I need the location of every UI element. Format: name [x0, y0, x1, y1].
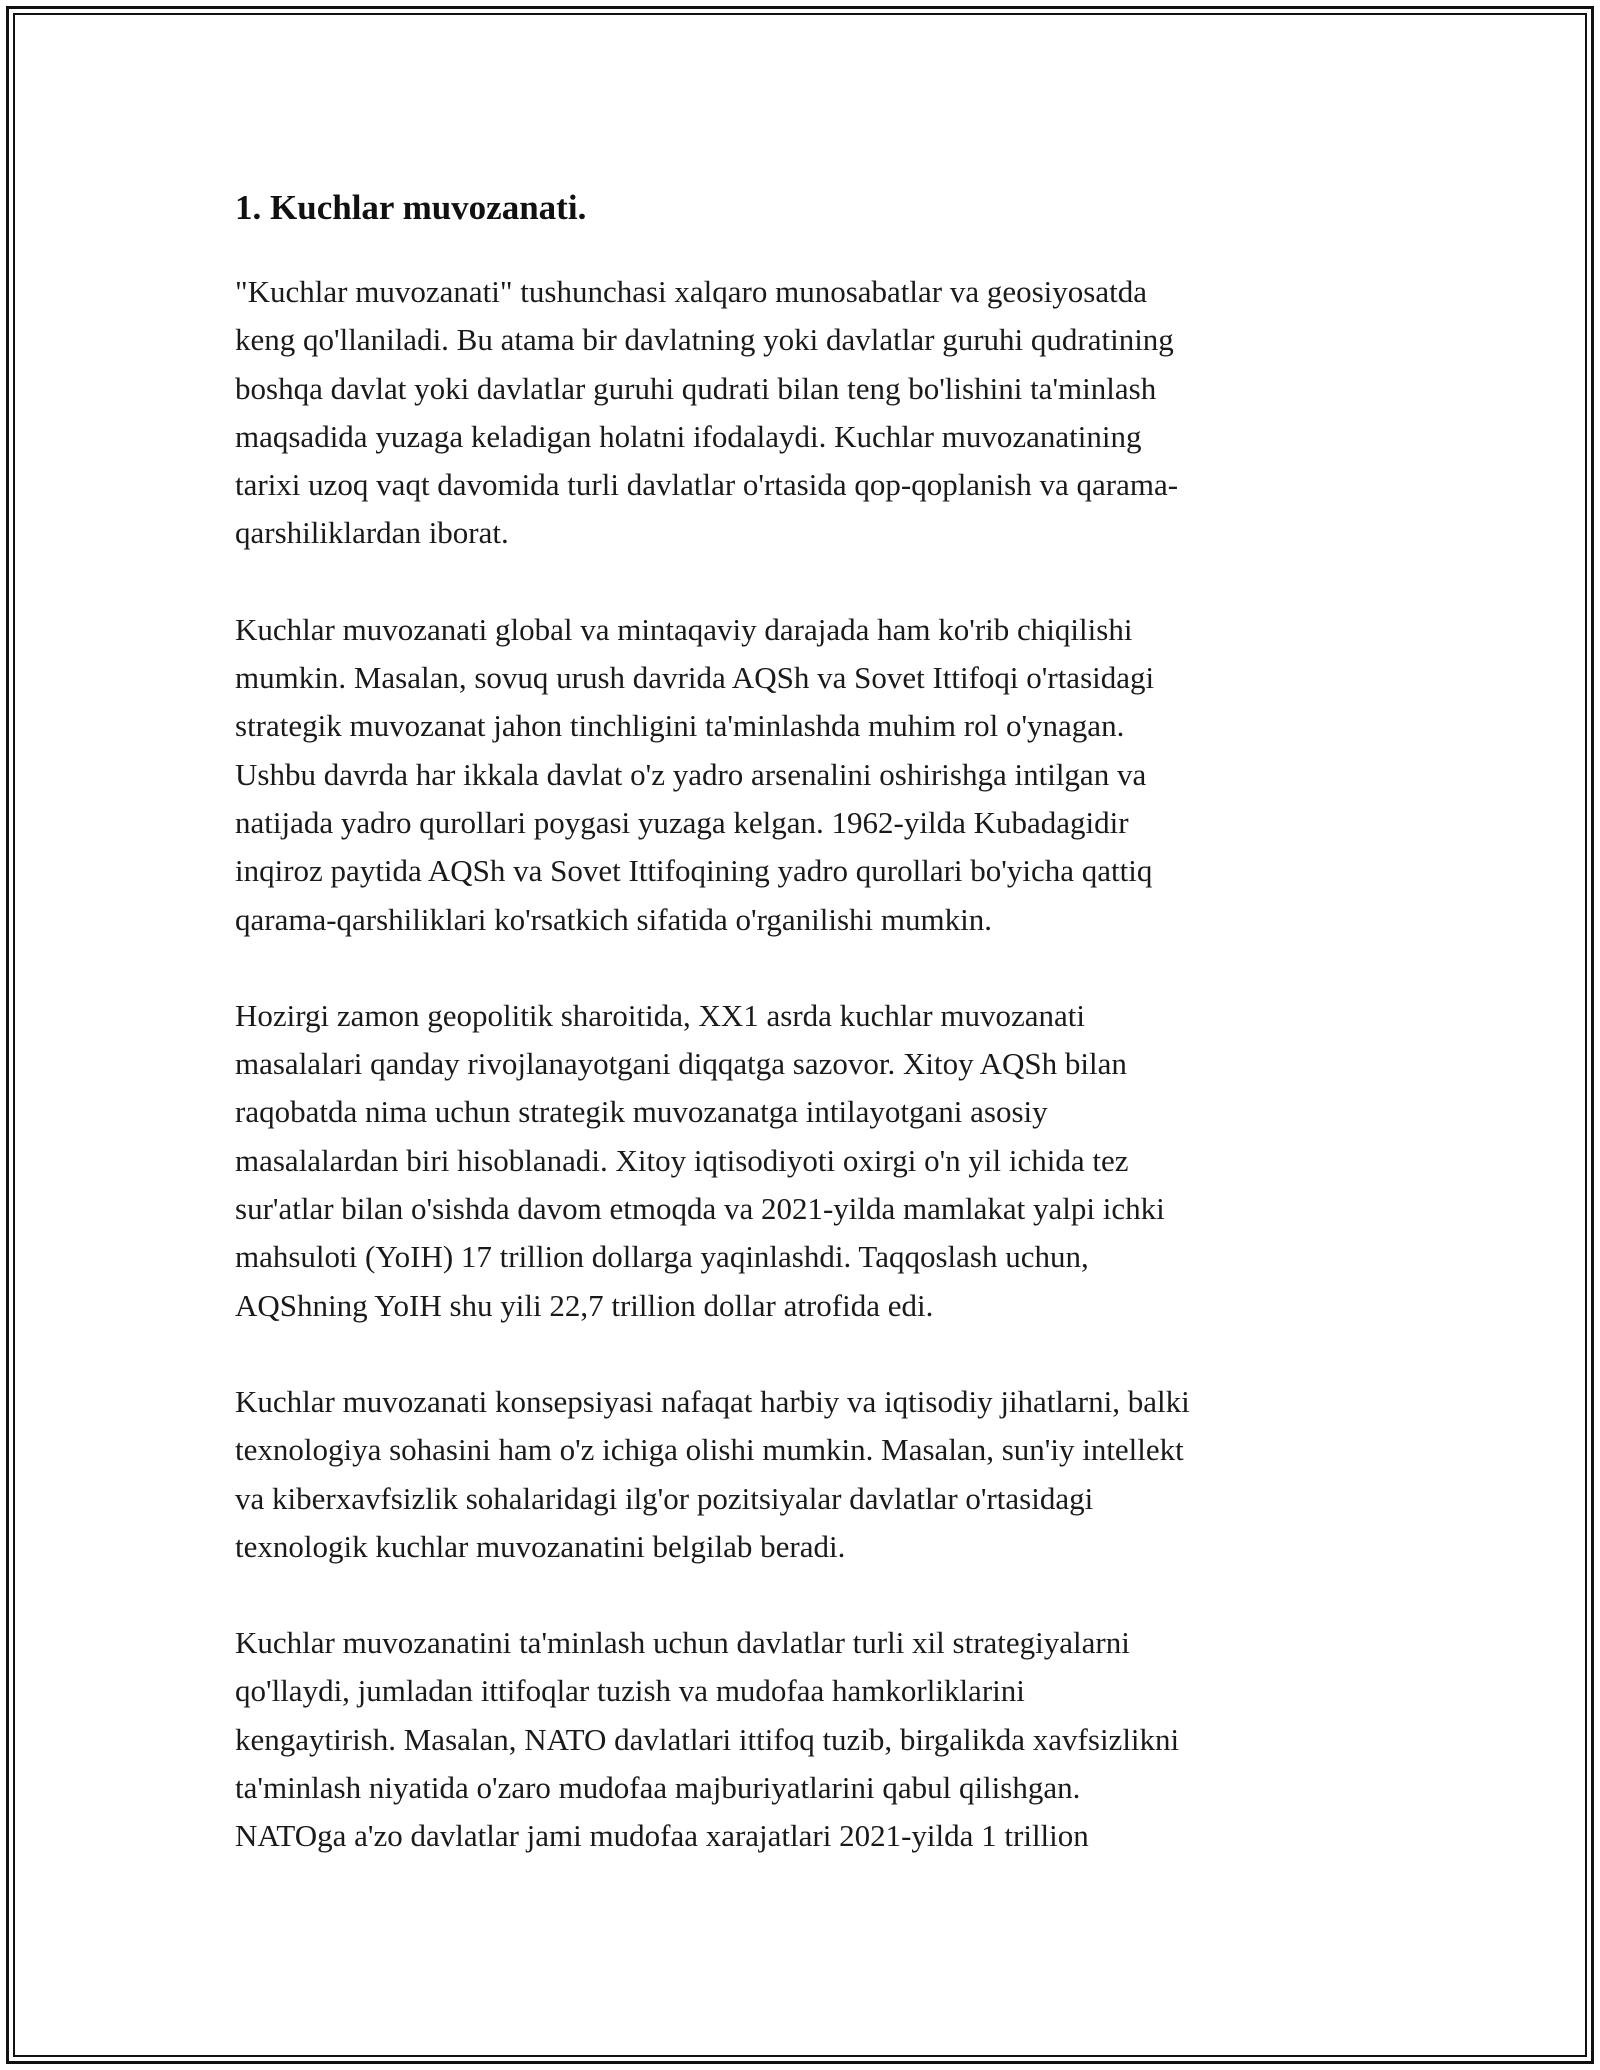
paragraph-2	[235, 606, 1375, 944]
section-heading: 1. Kuchlar muvozanati.	[235, 188, 587, 227]
text-line: qarama-qarshiliklari ko'rsatkich sifatida o'rganilishi mumkin.	[235, 901, 993, 937]
text-line: keng qo'llaniladi. Bu atama bir davlatning yoki davlatlar guruhi qudratining	[235, 322, 1174, 358]
text-line: raqobatda nima uchun strategik muvozanatga intilayotgani asosiy	[235, 1094, 1048, 1130]
text-line: ta'minlash niyatida o'zaro mudofaa majburiyatlarini qabul qilishgan.	[235, 1770, 1081, 1806]
text-line: Kuchlar muvozanati konsepsiyasi nafaqat harbiy va iqtisodiy jihatlarni, balki	[235, 1383, 1190, 1419]
document-body	[235, 188, 1375, 1909]
text-line: Ushbu davrda har ikkala davlat o'z yadro arsenalini oshirishga intilgan va	[235, 756, 1147, 792]
text-line: va kiberxavfsizlik sohalaridagi ilg'or pozitsiyalar davlatlar o'rtasidagi	[235, 1480, 1094, 1516]
text-line: maqsadida yuzaga keladigan holatni ifodalaydi. Kuchlar muvozanatining	[235, 418, 1142, 454]
text-line: texnologik kuchlar muvozanatini belgilab beradi.	[235, 1528, 846, 1564]
text-line: qo'llaydi, jumladan ittifoqlar tuzish va mudofaa hamkorliklarini	[235, 1673, 1025, 1709]
text-line: masalalardan biri hisoblanadi. Xitoy iqtisodiyoti oxirgi o'n yil ichida tez	[235, 1142, 1129, 1178]
text-line: NATOga a'zo davlatlar jami mudofaa xarajatlari 2021-yilda 1 trillion	[235, 1818, 1089, 1854]
text-line: sur'atlar bilan o'sishda davom etmoqda va 2021-yilda mamlakat yalpi ichki	[235, 1191, 1165, 1227]
text-line: inqiroz paytida AQSh va Sovet Ittifoqining yadro qurollari bo'yicha qattiq	[235, 853, 1153, 889]
text-line: masalalari qanday rivojlanayotgani diqqatga sazovor. Xitoy AQSh bilan	[235, 1046, 1127, 1082]
text-line: mahsuloti (YoIH) 17 trillion dollarga yaqinlashdi. Taqqoslash uchun,	[235, 1239, 1089, 1275]
paragraph-list	[235, 268, 1375, 1861]
text-line: "Kuchlar muvozanati" tushunchasi xalqaro munosabatlar va geosiyosatda	[235, 274, 1147, 309]
text-line: natijada yadro qurollari poygasi yuzaga kelgan. 1962-yilda Kubadagidir	[235, 804, 1129, 840]
text-line: mumkin. Masalan, sovuq urush davrida AQSh va Sovet Ittifoqi o'rtasidagi	[235, 660, 1155, 696]
text-line: Hozirgi zamon geopolitik sharoitida, XX1 asrda kuchlar muvozanati	[235, 997, 1085, 1033]
text-line: qarshiliklardan iborat.	[235, 515, 509, 551]
text-line: texnologiya sohasini ham o'z ichiga olishi mumkin. Masalan, sun'iy intellekt	[235, 1432, 1184, 1468]
text-line: Kuchlar muvozanatini ta'minlash uchun davlatlar turli xil strategiyalarni	[235, 1625, 1130, 1661]
paragraph-4	[235, 1378, 1375, 1571]
paragraph-5	[235, 1619, 1375, 1860]
text-line: boshqa davlat yoki davlatlar guruhi qudrati bilan teng bo'lishini ta'minlash	[235, 370, 1157, 406]
text-line: kengaytirish. Masalan, NATO davlatlari ittifoq tuzib, birgalikda xavfsizlikni	[235, 1721, 1180, 1757]
text-line: tarixi uzoq vaqt davomida turli davlatlar o'rtasida qop-qoplanish va qarama-	[235, 467, 1179, 503]
text-line: AQShning YoIH shu yili 22,7 trillion dollar atrofida edi.	[235, 1287, 934, 1323]
paragraph-1	[235, 268, 1375, 558]
paragraph-3	[235, 992, 1375, 1330]
text-line: Kuchlar muvozanati global va mintaqaviy darajada ham ko'rib chiqilishi	[235, 611, 1133, 647]
text-line: strategik muvozanat jahon tinchligini ta'minlashda muhim rol o'ynagan.	[235, 708, 1125, 744]
